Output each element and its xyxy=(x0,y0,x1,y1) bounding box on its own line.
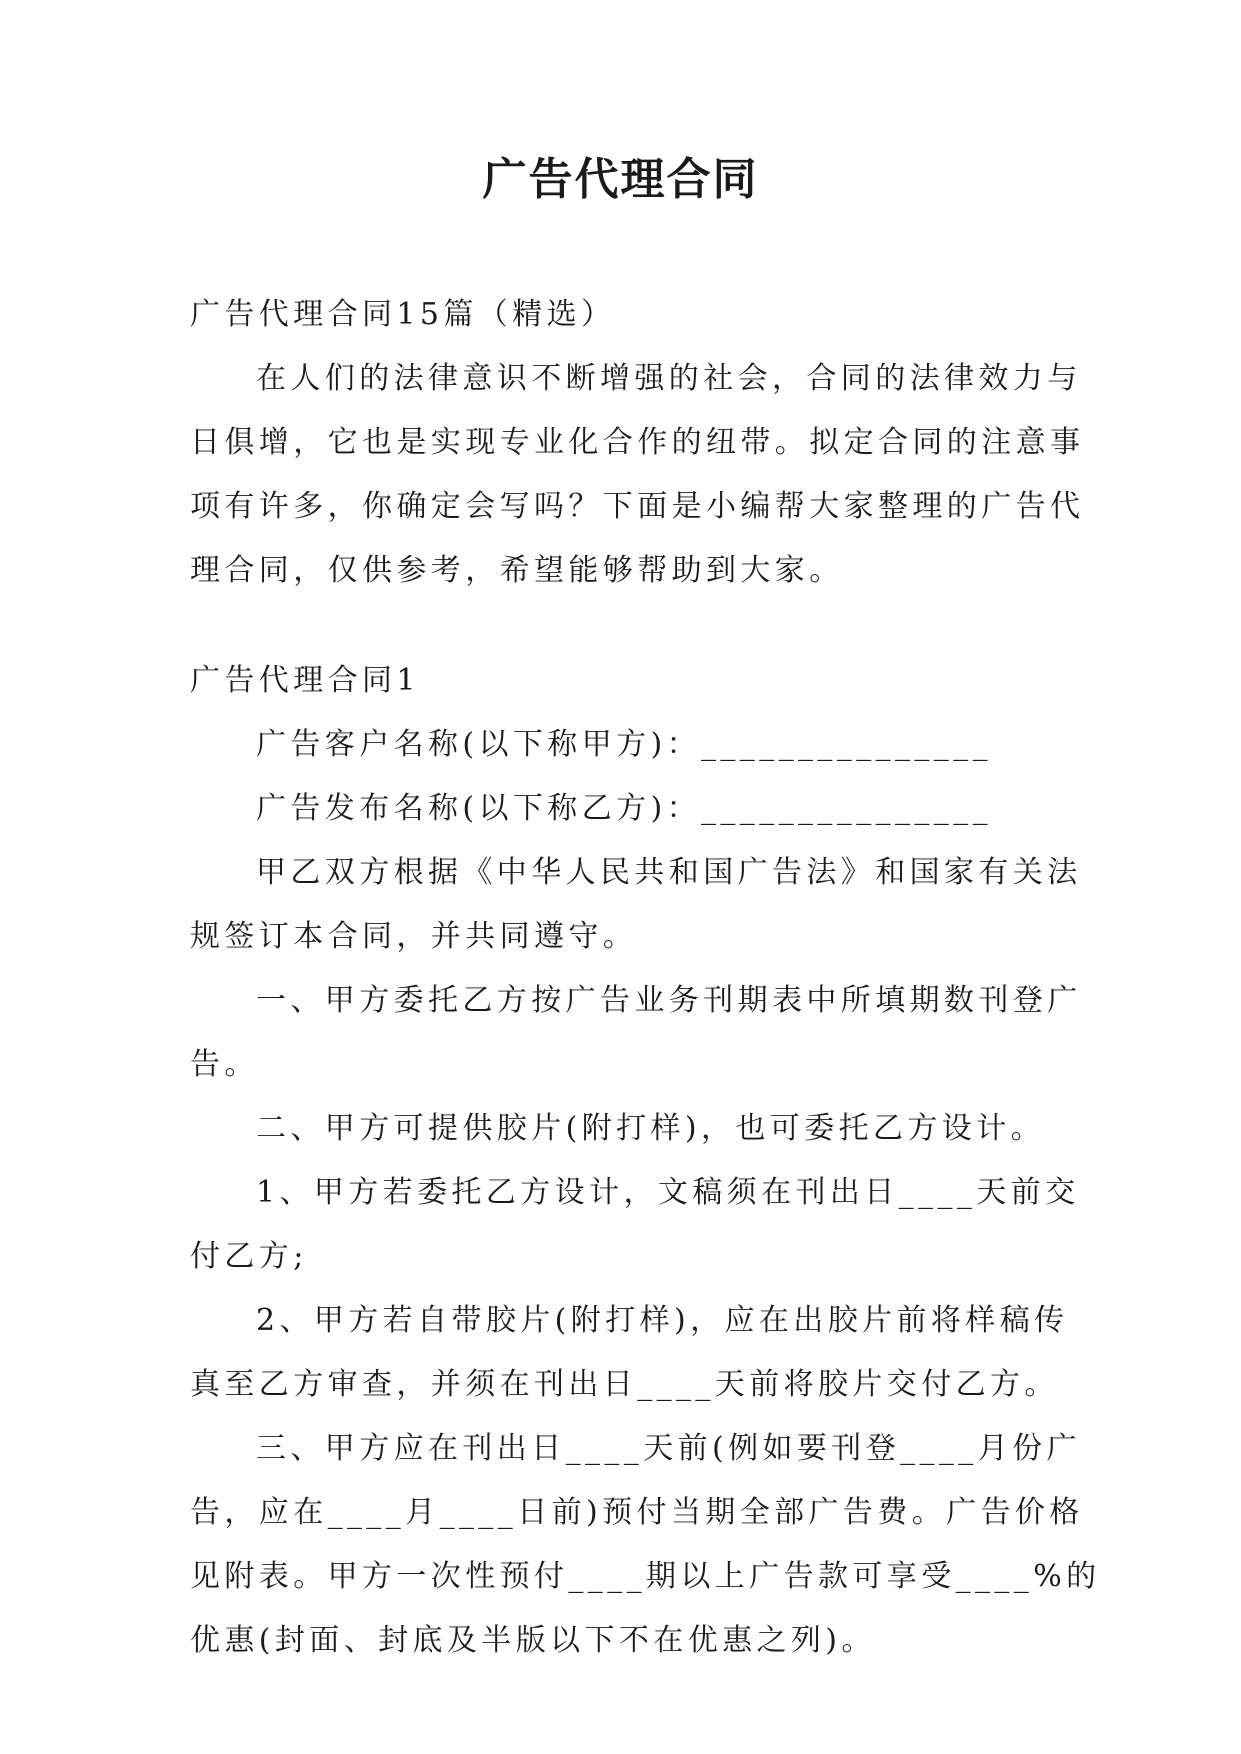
intro-line: 日俱增，它也是实现专业化合作的纽带。拟定合同的注意事 xyxy=(190,425,1085,460)
document-title: 广告代理合同 xyxy=(482,154,759,205)
document-body xyxy=(190,283,1101,1673)
clause-one: 一、甲方委托乙方按广告业务刊期表中所填期数刊登广 xyxy=(256,983,1082,1018)
body-line: 见附表。甲方一次性预付____期以上广告款可享受____%的 xyxy=(190,1559,1101,1594)
clause-two-item-2: 2、甲方若自带胶片(附打样)，应在出胶片前将样稿传 xyxy=(256,1303,1069,1338)
clause-three: 三、甲方应在刊出日____天前(例如要刊登____月份广 xyxy=(256,1431,1081,1466)
intro-line: 在人们的法律意识不断增强的社会，合同的法律效力与 xyxy=(256,361,1082,396)
body-line: 优惠(封面、封底及半版以下不在优惠之列)。 xyxy=(190,1623,876,1658)
body-line: 甲乙双方根据《中华人民共和国广告法》和国家有关法 xyxy=(256,855,1082,890)
intro-line: 项有许多，你确定会写吗？下面是小编帮大家整理的广告代 xyxy=(190,489,1085,524)
body-line: 告，应在____月____日前)预付当期全部广告费。广告价格 xyxy=(190,1495,1084,1530)
body-line: 真至乙方审查，并须在刊出日____天前将胶片交付乙方。 xyxy=(190,1367,1059,1402)
clause-two-item-1: 1、甲方若委托乙方设计，文稿须在刊出日____天前交 xyxy=(256,1175,1080,1210)
intro-line: 理合同，仅供参考，希望能够帮助到大家。 xyxy=(190,553,844,588)
document-subtitle: 广告代理合同15篇（精选） xyxy=(190,297,616,332)
client-name-line: 广告客户名称(以下称甲方)：_______________ xyxy=(256,727,993,762)
clause-two: 二、甲方可提供胶片(附打样)，也可委托乙方设计。 xyxy=(256,1111,1046,1146)
section-heading: 广告代理合同1 xyxy=(190,663,420,698)
body-line: 告。 xyxy=(190,1047,259,1082)
body-line: 规签订本合同，并共同遵守。 xyxy=(190,919,638,954)
publisher-name-line: 广告发布名称(以下称乙方)：_______________ xyxy=(256,791,993,826)
paragraph-gap xyxy=(190,603,1050,649)
body-line: 付乙方; xyxy=(190,1239,308,1274)
